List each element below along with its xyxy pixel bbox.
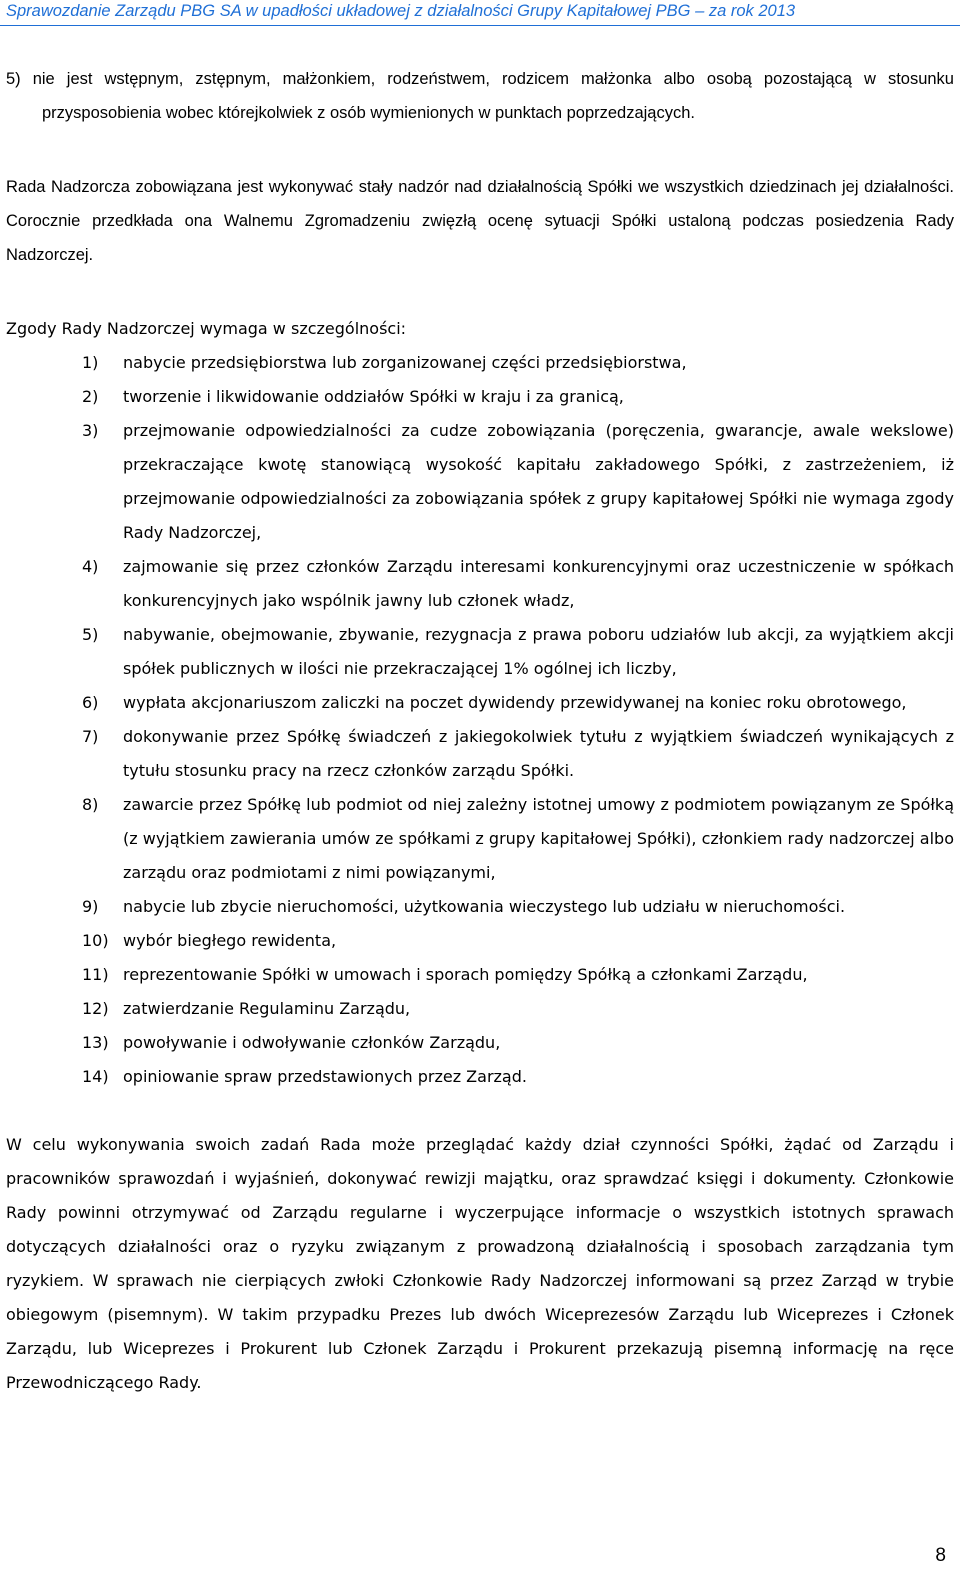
list-item-number: 12) [82,999,109,1018]
list-item [6,720,954,788]
list-item-number: 13) [82,1033,109,1052]
page-number: 8 [935,1545,946,1566]
list-item [6,992,954,1026]
list-item [6,1060,954,1094]
list-item [6,924,954,958]
list-item [6,380,954,414]
list-item-text: zawarcie przez Spółkę lub podmiot od niej zależny istotnej umowy z podmiotem powiązanym ze Spółką (z wyjątkiem zawierania umów ze spółkami z grupy kapitałowej Spółki), członkiem rady nadzorczej albo zarządu oraz podmiotami z nimi powiązanymi, [123,795,954,882]
list-item-text: nabycie lub zbycie nieruchomości, użytkowania wieczystego lub udziału w nieruchomości. [123,897,846,916]
supervision-text: Rada Nadzorcza zobowiązana jest wykonywać stały nadzór nad działalnością Spółki we wszystkich dziedzinach jej działalności. [6,178,954,196]
list-item-number: 4) [82,557,99,576]
list-item [6,346,954,380]
list-item-number: 1) [82,353,99,372]
list-item [6,1026,954,1060]
list-item-text: dokonywanie przez Spółkę świadczeń z jakiegokolwiek tytułu z wyjątkiem świadczeń wynikających z tytułu stosunku pracy na rzecz członków zarządu Spółki. [123,727,954,780]
list-item [6,550,954,618]
list-item-text: wybór biegłego rewidenta, [123,931,337,950]
list-item-number: 7) [82,727,99,746]
list-item-number: 11) [82,965,109,984]
supervision-paragraph [6,170,954,272]
document-header-title: Sprawozdanie Zarządu PBG SA w upadłości układowej z działalności Grupy Kapitałowej PBG – za rok 2013 [6,2,796,20]
consents-list [6,346,954,1094]
list-item-number: 5) [82,625,99,644]
list-item-text: tworzenie i likwidowanie oddziałów Spółki w kraju i za granicą, [123,387,624,406]
list-item [6,414,954,550]
list-item-text: zatwierdzanie Regulaminu Zarządu, [123,999,411,1018]
list-item [6,890,954,924]
consents-heading: Zgody Rady Nadzorczej wymaga w szczególności: [6,319,407,338]
list-item-number: 9) [82,897,99,916]
list-item-number: 2) [82,387,99,406]
list-item-text: nabywanie, obejmowanie, zbywanie, rezygnacja z prawa poboru udziałów lub akcji, za wyjątkiem akcji spółek publicznych w ilości nie przekraczającej 1% ogólnej ich liczby, [123,625,954,678]
list-item-text: powoływanie i odwoływanie członków Zarządu, [123,1033,501,1052]
list-item-text: reprezentowanie Spółki w umowach i sporach pomiędzy Spółką a członkami Zarządu, [123,965,808,984]
list-item-number: 8) [82,795,99,814]
list-item-number: 6) [82,693,99,712]
page-body [0,62,960,1400]
list-item-number: 10) [82,931,109,950]
list-item [6,618,954,686]
intro-item-5: 5) nie jest wstępnym, zstępnym, małżonkiem, rodzeństwem, rodzicem małżonka albo osobą pozostającą w stosunku przysposobienia wobec którejkolwiek z osób wymienionych w punktach poprzedzających. [6,70,954,122]
list-item [6,686,954,720]
list-item-text: opiniowanie spraw przedstawionych przez Zarząd. [123,1067,527,1086]
list-item [6,788,954,890]
powers-paragraph: W celu wykonywania swoich zadań Rada może przeglądać każdy dział czynności Spółki, żądać od Zarządu i pracowników sprawozdań i wyjaśnień, dokonywać rewizji majątku, oraz sprawdzać księgi i dokumenty. Członkowie Rady powinni otrzymywać od Zarządu regularne i wyczerpujące informacje o wszystkich istotnych sprawach dotyczących działalności oraz o ryzyku związanym z prowadzoną działalnością i sposobach zarządzania tym ryzykiem. W sprawach nie cierpiących zwłoki Członkowie Rady Nadzorczej informowani są przez Zarząd w trybie obiegowym (pisemnym). W takim przypadku Prezes lub dwóch Wiceprezesów Zarządu lub Wiceprezes i Członek Zarządu, lub Wiceprezes i Prokurent lub Członek Zarządu i Prokurent przekazują pisemną informację na ręce Przewodniczącego Rady. [6,1135,954,1392]
list-item-text: nabycie przedsiębiorstwa lub zorganizowanej części przedsiębiorstwa, [123,353,687,372]
list-item-number: 14) [82,1067,109,1086]
list-item-text: zajmowanie się przez członków Zarządu interesami konkurencyjnymi oraz uczestniczenie w spółkach konkurencyjnych jako wspólnik jawny lub członek władz, [123,557,954,610]
list-item-number: 3) [82,421,99,440]
list-item-text: przejmowanie odpowiedzialności za cudze zobowiązania (poręczenia, gwarancje, awale wekslowe) przekraczające kwotę stanowiącą wysokość kapitału zakładowego Spółki, z zastrzeżeniem, iż przejmowanie odpowiedzialności za zobowiązania spółek z grupy kapitałowej Spółki nie wymaga zgody Rady Nadzorczej, [123,421,954,542]
header-rule [0,25,960,26]
annual-report-text: Corocznie przedkłada ona Walnemu Zgromadzeniu zwięzłą ocenę sytuacji Spółki ustaloną podczas posiedzenia Rady Nadzorczej. [6,212,954,264]
list-item [6,958,954,992]
list-item-text: wypłata akcjonariuszom zaliczki na poczet dywidendy przewidywanej na koniec roku obrotowego, [123,693,907,712]
